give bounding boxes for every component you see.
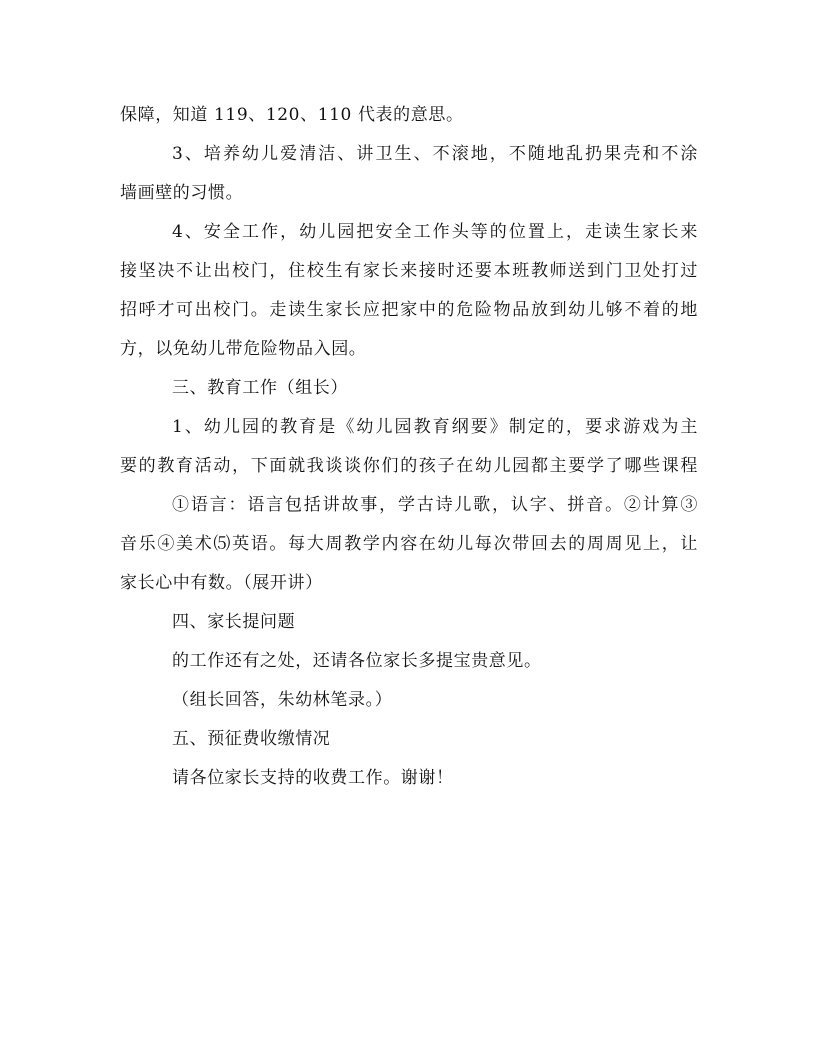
paragraph-line: 要的教育活动，下面就我谈谈你们的孩子在幼儿园都主要学了哪些课程 [120, 456, 698, 476]
paragraph-line: 的工作还有之处，还请各位家长多提宝贵意见。 [172, 651, 542, 671]
paragraph-line: 保障，知道 119、120、110 代表的意思。 [120, 105, 464, 125]
paragraph-line: ①语言：语言包括讲故事，学古诗儿歌，认字、拼音。②计算③ [172, 495, 698, 515]
paragraph-line: （组长回答，朱幼林笔录。） [172, 690, 393, 710]
section-heading: 五、预征费收缴情况 [172, 729, 331, 749]
section-heading: 三、教育工作（组长） [172, 378, 348, 398]
paragraph-line: 4、安全工作，幼儿园把安全工作头等的位置上，走读生家长来 [172, 222, 698, 242]
paragraph-line: 音乐④美术⑸英语。每大周教学内容在幼儿每次带回去的周周见上，让 [120, 534, 698, 554]
paragraph-line: 家长心中有数。（展开讲） [120, 573, 323, 593]
paragraph-line: 招呼才可出校门。走读生家长应把家中的危险物品放到幼儿够不着的地 [120, 300, 698, 320]
document-body [120, 96, 698, 798]
paragraph-line: 3、培养幼儿爱清洁、讲卫生、不滚地，不随地乱扔果壳和不涂 [172, 144, 698, 164]
paragraph-line: 1、幼儿园的教育是《幼儿园教育纲要》制定的，要求游戏为主 [172, 417, 698, 437]
paragraph-line: 请各位家长支持的收费工作。谢谢！ [172, 768, 454, 788]
paragraph-line: 墙画壁的习惯。 [120, 183, 244, 203]
paragraph-line: 接坚决不让出校门，住校生有家长来接时还要本班教师送到门卫处打过 [120, 261, 698, 281]
section-heading: 四、家长提问题 [172, 612, 296, 632]
paragraph-line: 方，以免幼儿带危险物品入园。 [120, 339, 367, 359]
